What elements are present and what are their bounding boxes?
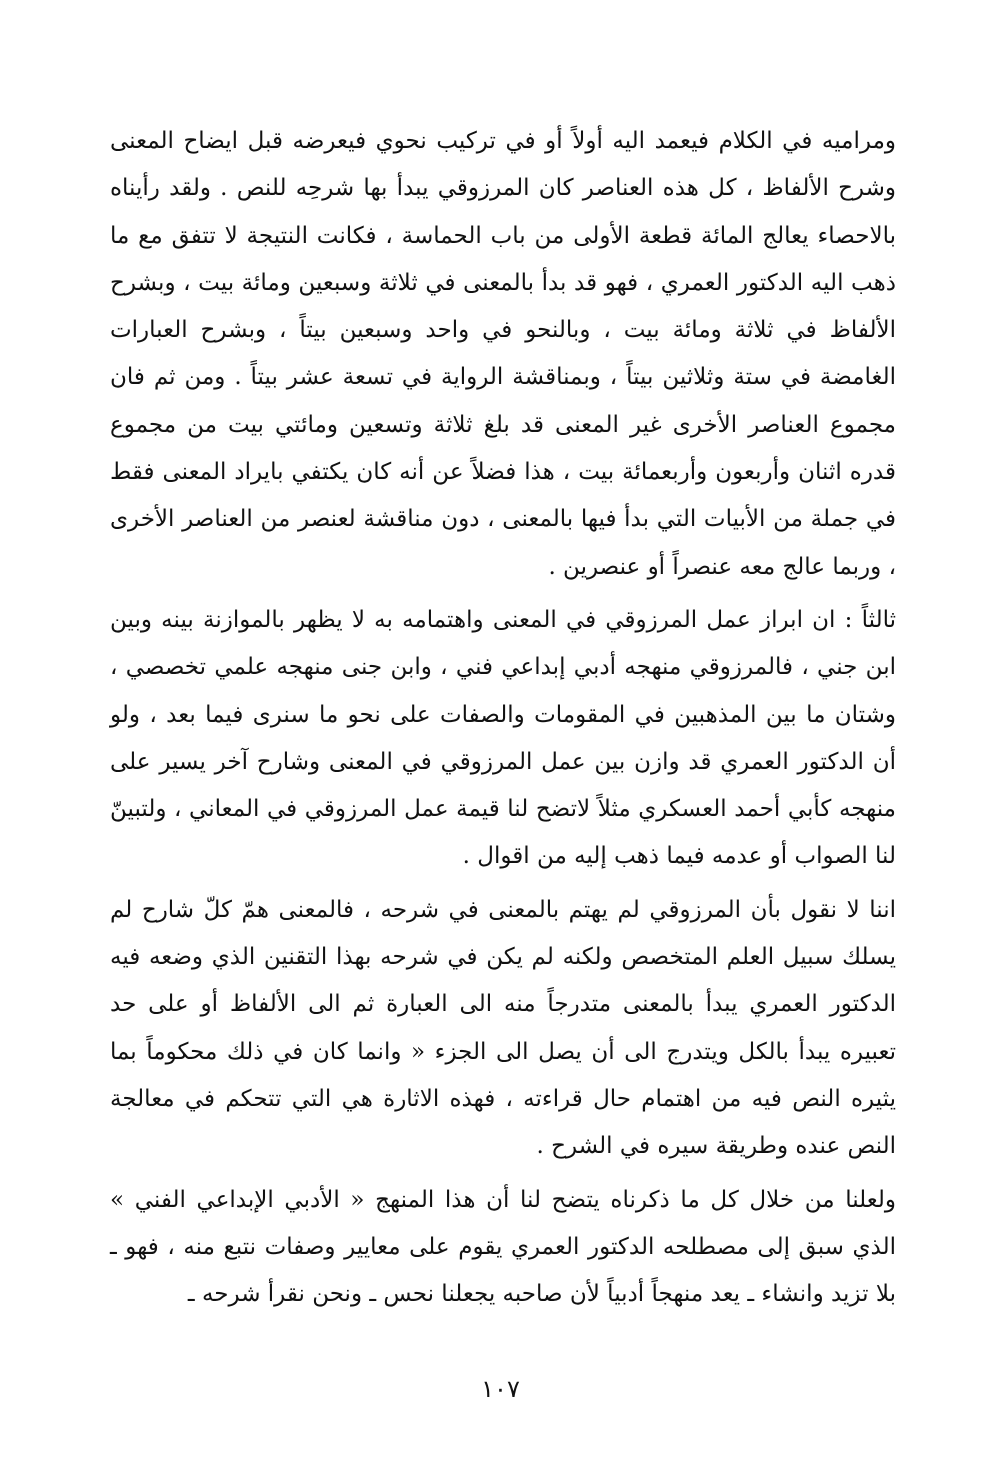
paragraph-1: ومراميه في الكلام فيعمد اليه أولاً أو في تركيب نحوي فيعرضه قبل ايضاح المعنى وشرح الألفاظ ، كل هذه العناصر كان المرزوقي يبدأ بها شرحِه للنص . ولقد رأيناه بالاحصاء يعالج المائة قطعة الأولى من باب الحماسة ، فكانت النتيجة لا تتفق مع ما ذهب اليه الدكتور العمري ، فهو قد بدأ بالمعنى في ثلاثة وسبعين ومائة بيت ، وبشرح الألفاظ في ثلاثة ومائة بيت ، وبالنحو في واحد وسبعين بيتاً ، وبشرح العبارات الغامضة في ستة وثلاثين بيتاً ، وبمناقشة الرواية في تسعة عشر بيتاً . ومن ثم فان مجموع العناصر الأخرى غير المعنى قد بلغ ثلاثة وتسعين ومائتي بيت من مجموع قدره اثنان وأربعون وأربعمائة بيت ، هذا فضلاً عن أنه كان يكتفي بايراد المعنى فقط في جملة من الأبيات التي بدأ فيها بالمعنى ، دون مناقشة لعنصر من العناصر الأخرى ، وربما عالج معه عنصراً أو عنصرين .: [110, 128, 897, 580]
body-text: [110, 118, 896, 1318]
paragraph-4: ولعلنا من خلال كل ما ذكرناه يتضح لنا أن هذا المنهج « الأدبي الإبداعي الفني » الذي سبق إلى مصطلحه الدكتور العمري يقوم على معايير وصفات نتبع منه ، فهو ـ بلا تزيد وانشاء ـ يعد منهجاً أدبياً لأن صاحبه يجعلنا نحس ـ ونحن نقرأ شرحه ـ: [110, 1186, 896, 1308]
paragraph-2: ثالثاً : ان ابراز عمل المرزوقي في المعنى واهتمامه به لا يظهر بالموازنة بينه وبين ابن جني ، فالمرزوقي منهجه أدبي إبداعي فني ، وابن جنى منهجه علمي تخصصي ، وشتان ما بين المذهبين في المقومات والصفات على نحو ما سنرى فيما بعد ، ولو أن الدكتور العمري قد وازن بين عمل المرزوقي في المعنى وشارح آخر يسير على منهجه كأبي أحمد العسكري مثلاً لاتضح لنا قيمة عمل المرزوقي في المعاني ، ولتبينّ لنا الصواب أو عدمه فيما ذهب إليه من اقوال .: [110, 606, 896, 870]
paragraph-3: اننا لا نقول بأن المرزوقي لم يهتم بالمعنى في شرحه ، فالمعنى همّ كلّ شارح لم يسلك سبيل العلم المتخصص ولكنه لم يكن في شرحه بهذا التقنين الذي وضعه فيه الدكتور العمري يبدأ بالمعنى متدرجاً منه الى العبارة ثم الى الألفاظ أو على حد تعبيره يبدأ بالكل ويتدرج الى أن يصل الى الجزء « وانما كان في ذلك محكوماً بما يثيره النص فيه من اهتمام حال قراءته ، فهذه الاثارة هي التي تتحكم في معالجة النص عنده وطريقة سيره في الشرح .: [110, 896, 896, 1160]
page-number: ١٠٧: [481, 1375, 520, 1403]
